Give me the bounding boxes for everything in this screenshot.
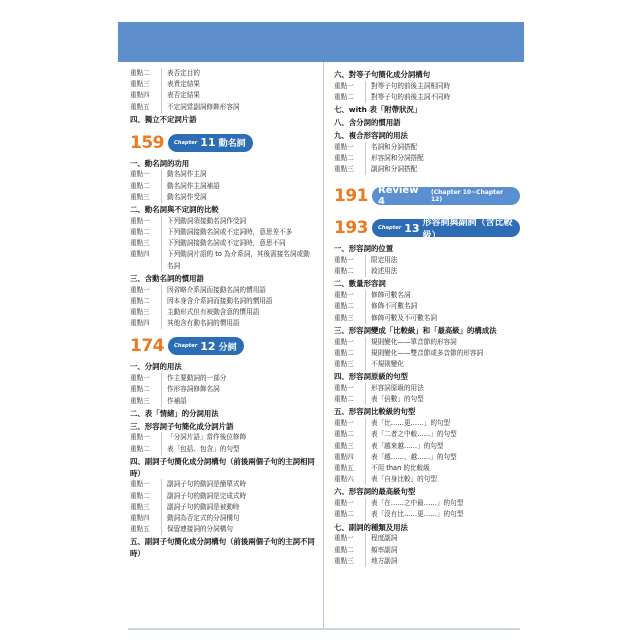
toc-entry[interactable]: [130, 79, 316, 90]
entry-text: 敘述用法: [365, 266, 520, 277]
toc-entry[interactable]: [130, 396, 316, 407]
toc-entry[interactable]: [334, 441, 520, 452]
entry-label: 重點二: [334, 267, 354, 276]
section-heading[interactable]: 二、動名詞與不定詞的比較: [130, 205, 219, 215]
entry-label: 重點一: [130, 285, 150, 294]
entry-text: 作形容詞修飾名詞: [161, 384, 316, 395]
entry-label: 重點一: [130, 170, 150, 179]
page-number: 174: [130, 336, 164, 357]
toc-entry[interactable]: [334, 383, 520, 394]
entry-text: 修飾不可數名詞: [365, 301, 520, 312]
toc-group: [130, 285, 316, 330]
entry-label: 重點一: [130, 433, 150, 442]
entry-label: 重點一: [334, 256, 354, 264]
toc-entry[interactable]: [334, 164, 520, 175]
toc-group: [130, 68, 316, 113]
entry-label: 重點三: [334, 556, 354, 565]
entry-label: 重點三: [130, 308, 150, 317]
entry-text: 規則變化——雙音節或多音節的形容詞: [365, 348, 520, 359]
entry-label: 重點四: [130, 514, 150, 523]
chapter-title: 動名詞: [218, 139, 246, 150]
section-heading[interactable]: 一、形容詞的位置: [334, 244, 394, 254]
toc-entry[interactable]: [334, 429, 520, 440]
toc-entry[interactable]: [130, 307, 316, 318]
toc-entry[interactable]: [130, 524, 316, 535]
entry-text: 表「在……之中最……」的句型: [365, 498, 520, 509]
entry-label: 重點二: [334, 93, 354, 101]
entry-text: 因省略介系詞而接動名詞的慣用語: [161, 285, 316, 296]
toc-entry[interactable]: [334, 290, 520, 301]
section-heading[interactable]: 三、含動名詞的慣用語: [130, 273, 204, 283]
chapter-number: 11: [200, 136, 216, 150]
toc-entry[interactable]: [334, 301, 520, 312]
review-badge: [372, 185, 520, 208]
entry-text: 表「包括、包含」的句型: [161, 444, 316, 455]
chapter-12-heading[interactable]: [130, 335, 316, 357]
entry-text: 「分詞片語」當作後位修飾: [161, 432, 316, 443]
entry-label: 重點二: [130, 228, 150, 237]
toc-entry[interactable]: [130, 432, 316, 443]
entry-text: 下列動詞接動名詞或不定詞時，意思差不多: [161, 227, 316, 238]
section-heading[interactable]: 七、副詞的種類及用法: [334, 522, 408, 532]
toc-group: [334, 81, 520, 103]
toc-entry[interactable]: [334, 394, 520, 405]
entry-label: 重點一: [334, 337, 354, 346]
toc-entry[interactable]: [130, 216, 316, 227]
entry-label: 重點二: [334, 395, 354, 404]
section-heading[interactable]: 四、獨立不定詞片語: [130, 114, 197, 124]
entry-label: 重點四: [130, 319, 150, 328]
entry-label: 重點五: [130, 102, 150, 111]
entry-label: 重點二: [334, 348, 354, 357]
chapter-title: 分詞: [218, 342, 237, 353]
section-heading[interactable]: 二、表「情緒」的分詞用法: [130, 408, 219, 418]
toc-entry[interactable]: [334, 498, 520, 509]
entry-label: 重點三: [130, 502, 150, 511]
entry-text: 保留連接詞的分詞構句: [161, 524, 316, 535]
entry-text: 表「沒有比……更……」的句型: [365, 509, 520, 520]
toc-entry[interactable]: [130, 373, 316, 384]
entry-text: 副詞子句的動詞是完成式時: [161, 491, 316, 502]
entry-label: 重點二: [130, 69, 150, 77]
entry-text: 動詞為否定式的分詞構句: [161, 513, 316, 524]
toc-entry[interactable]: [130, 384, 316, 395]
entry-label: 重點二: [334, 545, 354, 554]
toc-entry[interactable]: [334, 153, 520, 164]
entry-label: 重點二: [130, 444, 150, 453]
entry-text: 主動形式但有被動含意的慣用語: [161, 307, 316, 318]
entry-label: 重點一: [334, 384, 354, 393]
toc-entry[interactable]: [334, 452, 520, 463]
entry-label: 重點三: [334, 360, 354, 369]
toc-entry[interactable]: [334, 313, 520, 324]
entry-text: 作主要動詞的一部分: [161, 373, 316, 384]
entry-text: 地方副詞: [365, 556, 520, 567]
toc-entry[interactable]: [334, 81, 520, 92]
header-band: [118, 22, 524, 62]
review-range: (Chapter 10~Chapter 12): [430, 189, 504, 204]
section-heading[interactable]: 一、分詞的用法: [130, 362, 182, 372]
toc-entry[interactable]: [130, 90, 316, 101]
entry-text: 副詞和分詞搭配: [365, 164, 520, 175]
section-heading[interactable]: 四、形容詞原級的句型: [334, 372, 408, 382]
entry-label: 重點三: [334, 313, 354, 322]
entry-text: 表否定結果: [161, 90, 316, 101]
entry-label: 重點三: [130, 80, 150, 89]
entry-label: 重點一: [334, 291, 354, 300]
chapter-badge: [168, 134, 253, 152]
entry-text: 形容詞原級的用法: [365, 383, 520, 394]
entry-label: 重點五: [130, 525, 150, 534]
entry-label: 重點三: [334, 165, 354, 173]
chapter-11-heading[interactable]: [130, 132, 316, 154]
entry-label: 重點四: [334, 452, 354, 461]
toc-entry[interactable]: [334, 474, 520, 485]
entry-text: 對等子句的前後主詞不同時: [365, 92, 520, 103]
entry-text: 程度副詞: [365, 533, 520, 544]
entry-label: 重點三: [130, 239, 150, 248]
bottom-rule: [128, 628, 520, 630]
toc-entry[interactable]: [334, 348, 520, 359]
toc-entry[interactable]: [130, 318, 316, 329]
toc-entry[interactable]: [130, 238, 316, 249]
entry-text: 表「二者之中較……」的句型: [365, 429, 520, 440]
toc-entry[interactable]: [334, 266, 520, 277]
entry-label: 重點一: [130, 374, 150, 383]
entry-label: 重點三: [130, 192, 150, 201]
chapter-word: Chapter: [174, 139, 198, 146]
entry-text: 不定詞當副詞修飾形容詞: [161, 102, 316, 113]
entry-label: 重點二: [130, 296, 150, 305]
entry-text: 限定用法: [365, 255, 520, 266]
entry-label: 重點三: [130, 396, 150, 405]
left-column: [130, 68, 316, 560]
entry-text: 表「自身比較」的句型: [365, 474, 520, 485]
entry-label: 重點一: [334, 534, 354, 543]
entry-text: 表責定結果: [161, 79, 316, 90]
entry-text: 表否定目的: [161, 68, 316, 79]
entry-label: 重點一: [334, 142, 354, 151]
toc-entry[interactable]: [334, 533, 520, 544]
toc-entry[interactable]: [130, 227, 316, 238]
section-heading[interactable]: 六、形容詞的最高級句型: [334, 487, 416, 497]
entry-label: 重點一: [130, 216, 150, 225]
right-column: [334, 68, 520, 567]
review-4-heading[interactable]: [334, 185, 520, 207]
entry-text: 名詞和分詞搭配: [365, 142, 520, 153]
toc-entry[interactable]: [130, 502, 316, 513]
toc-entry[interactable]: [130, 192, 316, 203]
entry-text: 表「比……更……」的句型: [365, 418, 520, 429]
entry-text: 修飾可數名詞: [365, 290, 520, 301]
review-title: Review 4: [378, 185, 419, 208]
entry-label: 重點四: [130, 91, 150, 100]
section-heading[interactable]: 五、形容詞比較級的句型: [334, 407, 416, 417]
chapter-title: 形容詞與副詞（含比較級）: [422, 218, 513, 242]
entry-text: 作補語: [161, 396, 316, 407]
section-heading[interactable]: 三、形容詞子句簡化成分詞片語: [130, 421, 234, 431]
toc-entry[interactable]: [130, 181, 316, 192]
section-heading[interactable]: 二、數量形容詞: [334, 279, 386, 289]
section-heading[interactable]: 一、動名詞的功用: [130, 158, 190, 168]
section-heading[interactable]: 六、對等子句簡化成分詞構句: [334, 70, 431, 79]
entry-label: 重點一: [334, 419, 354, 428]
toc-group: [130, 169, 316, 203]
section-heading[interactable]: 三、形容詞變成「比較級」和「最高級」的構成法: [334, 325, 497, 335]
entry-text: 修飾可數及不可數名詞: [365, 313, 520, 324]
entry-text: 不用 than 的比較級: [365, 463, 520, 474]
entry-label: 重點三: [334, 441, 354, 450]
entry-label: 重點二: [334, 302, 354, 311]
toc-entry[interactable]: [130, 285, 316, 296]
toc-group: [130, 432, 316, 454]
toc-entry[interactable]: [334, 92, 520, 103]
entry-label: 重點一: [130, 480, 150, 489]
entry-text: 其他含有動名詞的慣用語: [161, 318, 316, 329]
chapter-number: 13: [404, 221, 420, 235]
entry-text: 副詞子句的動詞是被動時: [161, 502, 316, 513]
column-divider: [323, 62, 324, 630]
toc-entry[interactable]: [130, 491, 316, 502]
toc-entry[interactable]: [130, 479, 316, 490]
toc-entry[interactable]: [130, 296, 316, 307]
entry-text: 下列動詞須接動名詞作受詞: [161, 216, 316, 227]
toc-group: [130, 373, 316, 407]
toc-entry[interactable]: [334, 545, 520, 556]
toc-entry[interactable]: [130, 102, 316, 113]
entry-text: 下列動詞接動名詞或不定詞時，意思不同: [161, 238, 316, 249]
entry-text: 表「倍數」的句型: [365, 394, 520, 405]
entry-label: 重點二: [130, 181, 150, 190]
entry-text: 不規則變化: [365, 359, 520, 370]
entry-text: 頻率副詞: [365, 545, 520, 556]
entry-label: 重點五: [334, 464, 354, 473]
toc-group: [334, 533, 520, 567]
toc-entry[interactable]: [130, 68, 316, 79]
toc-entry[interactable]: [334, 359, 520, 370]
toc-entry[interactable]: [334, 418, 520, 429]
entry-label: 重點一: [334, 81, 354, 90]
toc-group: [130, 216, 316, 272]
section-heading[interactable]: 八、含分詞的慣用語: [334, 118, 401, 127]
chapter-number: 12: [200, 339, 216, 353]
entry-text: 規則變化——單音節的形容詞: [365, 337, 520, 348]
entry-label: 重點二: [334, 153, 354, 162]
toc-group: [334, 498, 520, 520]
toc-entry[interactable]: [334, 142, 520, 153]
page-number: 191: [334, 186, 368, 207]
toc-entry[interactable]: [334, 337, 520, 348]
section-heading[interactable]: 七、with 表「附帶狀況」: [334, 105, 422, 115]
toc-group: [334, 290, 520, 324]
section-heading[interactable]: 四、副詞子句簡化成分詞構句（前後兩個子句的主詞相同時）: [130, 456, 315, 478]
toc-group: [334, 142, 520, 176]
entry-text: 表「越來越……」的句型: [365, 441, 520, 452]
toc-group: [334, 418, 520, 485]
toc-entry[interactable]: [130, 513, 316, 524]
entry-label: 重點二: [130, 491, 150, 500]
toc-entry[interactable]: [130, 249, 316, 271]
entry-text: 副詞子句的動詞是簡單式時: [161, 479, 316, 490]
section-heading[interactable]: 五、副詞子句簡化成分詞構句（前後兩個子句的主詞不同時）: [130, 537, 315, 559]
toc-group: [334, 337, 520, 371]
chapter-badge: [168, 337, 244, 355]
chapter-word: Chapter: [174, 343, 198, 350]
entry-text: 表「越……，越……」的句型: [365, 452, 520, 463]
toc-entry[interactable]: [334, 463, 520, 474]
entry-text: 對等子句的前後主詞相同時: [365, 81, 520, 92]
toc-entry[interactable]: [334, 255, 520, 266]
chapter-badge: [372, 218, 520, 242]
toc-entry[interactable]: [334, 509, 520, 520]
entry-label: 重點六: [334, 475, 354, 484]
entry-text: 因本身含介系詞而接動名詞的慣用語: [161, 296, 316, 307]
entry-text: 動名詞作主詞補語: [161, 181, 316, 192]
toc-entry[interactable]: [130, 169, 316, 180]
chapter-13-heading[interactable]: [334, 217, 520, 242]
entry-text: 動名詞作受詞: [161, 192, 316, 203]
page-number: 159: [130, 132, 164, 153]
entry-label: 重點二: [130, 385, 150, 394]
toc-entry[interactable]: [334, 556, 520, 567]
toc-entry[interactable]: [130, 444, 316, 455]
toc-group: [334, 255, 520, 277]
entry-text: 動名詞作主詞: [161, 169, 316, 180]
chapter-word: Chapter: [378, 225, 402, 232]
page-number: 193: [334, 218, 368, 239]
entry-text: 下列動詞片語的 to 為介系詞，其後需接名詞或動名詞: [161, 249, 316, 271]
entry-text: 形容詞和分詞搭配: [365, 153, 520, 164]
section-heading[interactable]: 九、複合形容詞的用法: [334, 130, 408, 140]
toc-group: [130, 479, 316, 535]
entry-label: 重點二: [334, 510, 354, 519]
toc-group: [334, 383, 520, 405]
entry-label: 重點四: [130, 250, 150, 259]
entry-label: 重點二: [334, 430, 354, 439]
entry-label: 重點一: [334, 499, 354, 508]
